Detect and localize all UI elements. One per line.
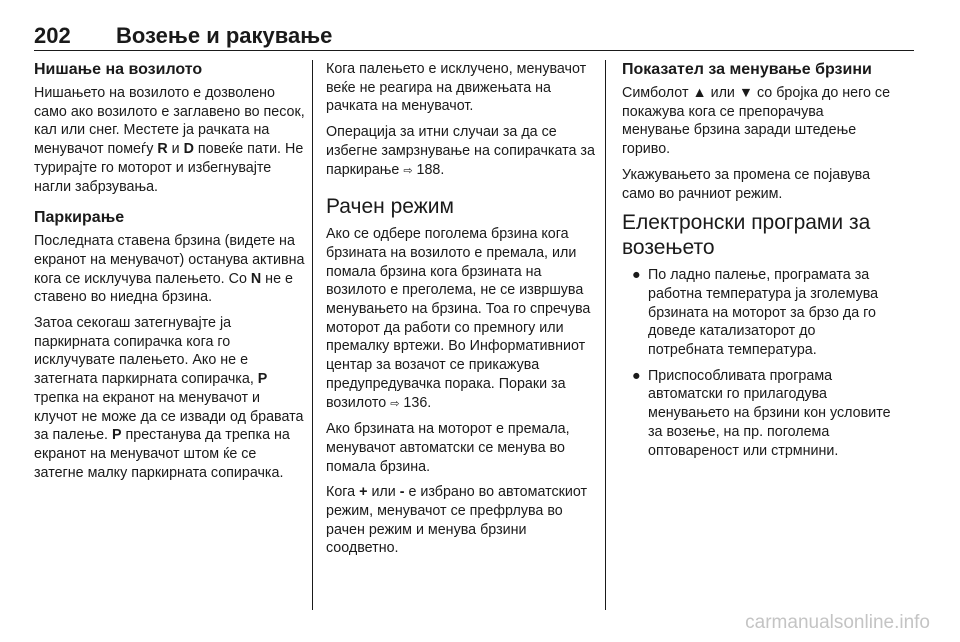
gear-p-label: P <box>257 371 268 388</box>
page-ref-arrow-icon: ⇨ <box>390 397 400 410</box>
heading-gear-indicator: Показател за менување брзини <box>622 61 872 78</box>
page-ref-arrow-icon: ⇨ <box>403 164 413 177</box>
list-item: ● Приспособливата програма автоматски го прилагодува менувањето на брзини кон условите за возење, на пр. поголема оптовареност или стрмнини. <box>632 367 891 459</box>
paragraph-rocking: Нишањето на возилото е дозволено само ако возилото е заглавено во песок, кал или снег. Местете ја рачката на менувачот помеѓу R и D повеќе пати. Не турирајте го моторот и избегнувајте нагли забрзувања. <box>34 85 305 195</box>
chapter-title: Возење и ракување <box>116 23 333 48</box>
page-number: 202 <box>34 23 71 48</box>
column-divider-1 <box>312 60 313 610</box>
paragraph-manual-3: Кога + или - е избрано во автоматскиот режим, менувачот се префрлува во рачен режим и менува брзини соодветно. <box>326 484 588 557</box>
bullet-icon: ● <box>632 267 641 284</box>
gear-n-label: N <box>250 270 262 287</box>
paragraph-indicator-1: Симболот ▲ или ▼ со бројка до него се покажува кога се препорачува менување брзина заради штедење гориво. <box>622 85 891 158</box>
page-ref-136[interactable]: 136 <box>403 394 428 411</box>
paragraph-parking-1: Последната ставена брзина (видете на екранот на менувачот) останува активна кога се исклучува палењето. Со N не е ставено во ниедна брзина. <box>34 233 305 306</box>
heading-rocking-vehicle: Нишање на возилото <box>34 61 203 78</box>
list-item: ● По ладно палење, програмата за работна температура ја зголемува брзината на моторот за брзо да го доведе катализаторот до потребната температура. <box>632 267 879 359</box>
paragraph-indicator-2: Укажувањето за промена се појавува само во рачниот режим. <box>622 166 871 202</box>
paragraph-emergency: Операција за итни случаи за да се избегне замрзнување на сопирачката за паркирање ⇨ 188. <box>326 124 595 178</box>
heading-electronic-programs: Електронски програми за возењето <box>622 211 871 260</box>
plus-label: + <box>359 484 368 501</box>
bullet-icon: ● <box>632 367 641 384</box>
watermark: carmanualsonline.info <box>745 612 930 633</box>
column-3 <box>622 60 894 467</box>
paragraph-ignition-off: Кога палењето е исклучено, менувачот веќе не реагира на движењата на рачката на менувачот. <box>326 61 587 115</box>
page-header <box>34 22 914 51</box>
gear-r-label: R <box>157 141 168 158</box>
gear-p-label-2: P <box>111 427 122 444</box>
paragraph-manual-1: Ако се одбере поголема брзина кога брзината на возилото е премала, или помала брзина кога брзината на возилото е преголема, не се извршува менувањето на брзина. Тоа го спречува моторот да работи со премногу или премалку вртежи. Во Информативниот центар за возачот се прикажува предупредувачка порака. Пораки за возилото ⇨ 136. <box>326 226 591 411</box>
paragraph-manual-2: Ако брзината на моторот е премала, менувачот автоматски се менува во помала брзина. <box>326 421 570 475</box>
column-1 <box>34 60 306 489</box>
heading-manual-mode: Рачен режим <box>326 195 454 219</box>
heading-parking: Паркирање <box>34 209 125 227</box>
gear-d-label: D <box>183 141 194 158</box>
column-2 <box>326 60 598 565</box>
paragraph-parking-2: Затоа секогаш затегнувајте ја паркирната сопирачка кога го исклучувате палењето. Ако не е затегната паркирната сопирачка, P трепка на екранот на менувачот и клучот не може да се извади од бравата за палење. P престанува да трепка на екранот на менувачот штом ќе се затегне малку паркирната сопирачка. <box>34 315 304 481</box>
column-divider-2 <box>605 60 606 610</box>
minus-label: - <box>399 484 405 501</box>
page-ref-188[interactable]: 188 <box>416 161 441 178</box>
